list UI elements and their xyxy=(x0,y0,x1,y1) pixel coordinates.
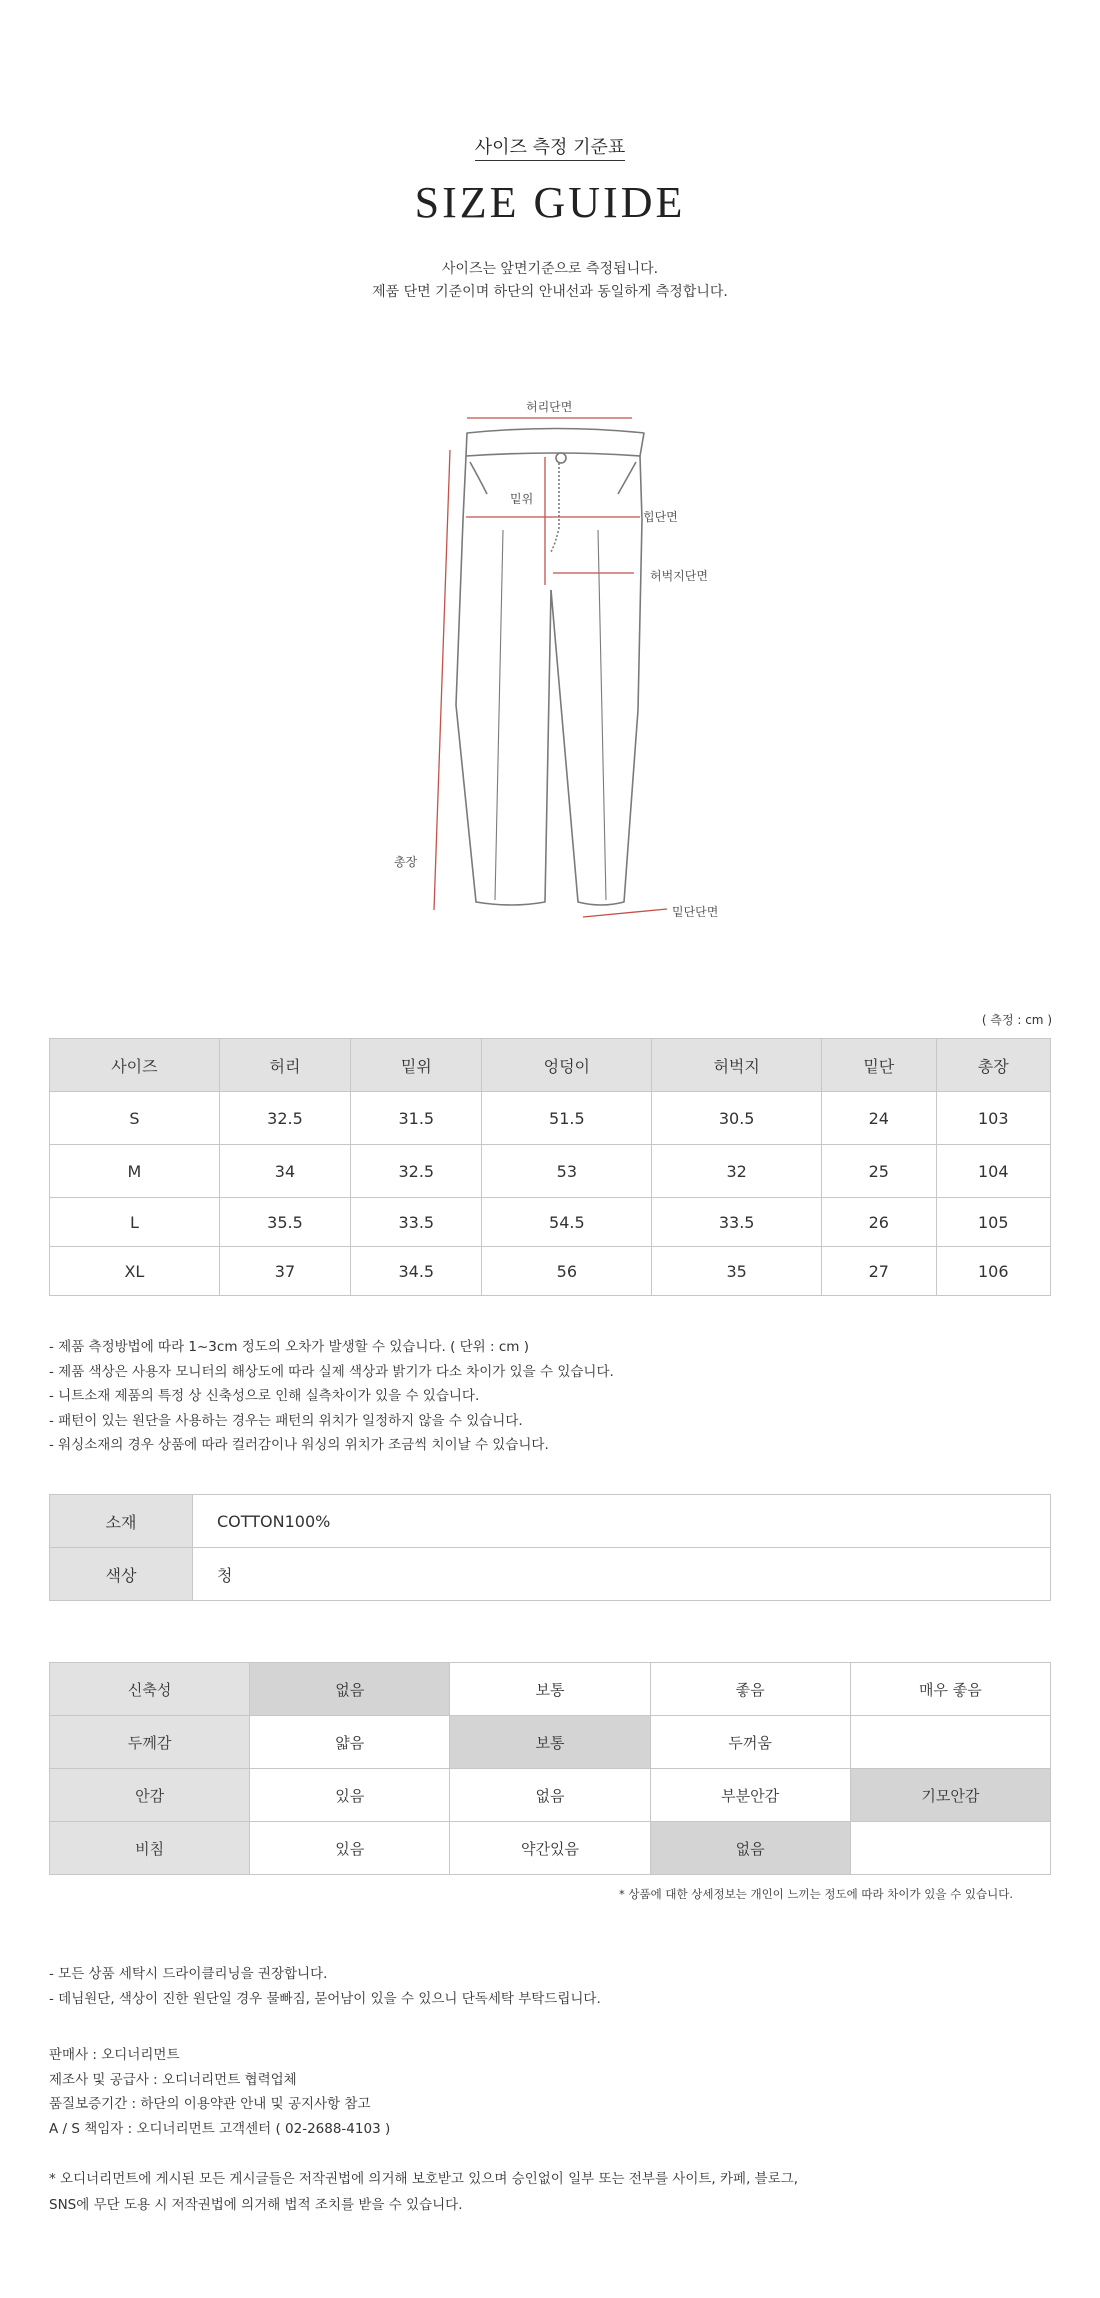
feature-option xyxy=(850,1716,1050,1769)
table-cell: 32.5 xyxy=(219,1092,350,1145)
care-line: - 모든 상품 세탁시 드라이클리닝을 권장합니다. xyxy=(49,1966,328,1982)
table-cell: 33.5 xyxy=(351,1198,482,1247)
seller-line: 판매사 : 오디너리먼트 xyxy=(49,2047,180,2063)
table-cell: 37 xyxy=(219,1247,350,1296)
thigh-label: 허벅지단면 xyxy=(650,569,708,583)
table-row xyxy=(50,1198,1051,1247)
table-cell: 106 xyxy=(936,1247,1050,1296)
seller-line: 품질보증기간 : 하단의 이용약관 안내 및 공지사항 참고 xyxy=(49,2096,371,2112)
pants-illustration xyxy=(0,380,1100,940)
feature-option-selected: 없음 xyxy=(650,1822,850,1875)
material-table xyxy=(49,1494,1051,1601)
table-cell: 34 xyxy=(219,1145,350,1198)
table-row xyxy=(50,1495,1051,1548)
material-value: COTTON100% xyxy=(193,1495,1051,1548)
rise-label: 밑위 xyxy=(510,492,534,506)
table-cell: 30.5 xyxy=(652,1092,822,1145)
table-cell: 53 xyxy=(482,1145,652,1198)
hem-label: 밑단단면 xyxy=(672,905,719,919)
hip-label: 힙단면 xyxy=(643,510,678,524)
table-cell: M xyxy=(50,1145,220,1198)
measurement-notes xyxy=(49,1335,614,1458)
material-label: 소재 xyxy=(50,1495,193,1548)
feature-option: 약간있음 xyxy=(450,1822,650,1875)
table-cell: 105 xyxy=(936,1198,1050,1247)
size-table-header xyxy=(50,1039,1051,1092)
feature-row-sheerness xyxy=(50,1822,1051,1875)
table-cell: 35.5 xyxy=(219,1198,350,1247)
table-cell: 104 xyxy=(936,1145,1050,1198)
note-line: - 니트소재 제품의 특정 상 신축성으로 인해 실측차이가 있을 수 있습니다. xyxy=(49,1388,480,1404)
table-cell: XL xyxy=(50,1247,220,1296)
table-row xyxy=(50,1548,1051,1601)
waist-label: 허리단면 xyxy=(526,400,573,414)
care-line: - 데님원단, 색상이 진한 원단일 경우 물빠짐, 묻어남이 있을 수 있으니 단독세탁 부탁드립니다. xyxy=(49,1990,601,2007)
table-cell: 35 xyxy=(652,1247,822,1296)
table-cell: 103 xyxy=(936,1092,1050,1145)
header-cell: 허벅지 xyxy=(652,1039,822,1092)
feature-label: 신축성 xyxy=(50,1663,250,1716)
note-line: - 워싱소재의 경우 상품에 따라 컬러감이나 워싱의 위치가 조금씩 치이날 수 있습니다. xyxy=(49,1437,549,1453)
header-cell: 밑단 xyxy=(822,1039,936,1092)
header-cell: 허리 xyxy=(219,1039,350,1092)
table-cell: 26 xyxy=(822,1198,936,1247)
table-cell: 31.5 xyxy=(351,1092,482,1145)
feature-option: 부분안감 xyxy=(650,1769,850,1822)
note-line: - 제품 색상은 사용자 모니터의 해상도에 따라 실제 색상과 밝기가 다소 차이가 있을 수 있습니다. xyxy=(49,1363,614,1380)
note-line: - 제품 측정방법에 따라 1~3cm 정도의 오차가 발생할 수 있습니다. ( 단위 : cm ) xyxy=(49,1339,529,1355)
table-cell: 32 xyxy=(652,1145,822,1198)
length-label: 총장 xyxy=(394,855,418,869)
intro-line: 사이즈는 앞면기준으로 측정됩니다. xyxy=(441,261,659,277)
care-instructions xyxy=(49,1962,601,2011)
note-line: - 패턴이 있는 원단을 사용하는 경우는 패턴의 위치가 일정하지 않을 수 있습니다. xyxy=(49,1412,523,1429)
table-row xyxy=(50,1247,1051,1296)
table-cell: 32.5 xyxy=(351,1145,482,1198)
feature-option-selected: 기모안감 xyxy=(850,1769,1050,1822)
feature-label: 안감 xyxy=(50,1769,250,1822)
size-table xyxy=(49,1038,1051,1296)
copyright-line: * 오디너리먼트에 게시된 모든 게시글들은 저작권법에 의거해 보호받고 있으며 승인없이 일부 또는 전부를 사이트, 카페, 블로그, xyxy=(49,2171,799,2187)
page-title: SIZE GUIDE xyxy=(414,178,686,227)
color-label: 색상 xyxy=(50,1548,193,1601)
feature-row-thickness xyxy=(50,1716,1051,1769)
feature-option: 있음 xyxy=(250,1822,450,1875)
intro-line: 제품 단면 기준이며 하단의 안내선과 동일하게 측정합니다. xyxy=(372,284,728,300)
table-cell: 24 xyxy=(822,1092,936,1145)
feature-row-lining xyxy=(50,1769,1051,1822)
seller-line: A / S 책임자 : 오디너리먼트 고객센터 ( 02-2688-4103 ) xyxy=(49,2120,391,2137)
feature-option: 있음 xyxy=(250,1769,450,1822)
feature-option-selected: 없음 xyxy=(250,1663,450,1716)
table-cell: 51.5 xyxy=(482,1092,652,1145)
table-cell: 54.5 xyxy=(482,1198,652,1247)
pants-measurement-diagram xyxy=(0,380,1100,940)
feature-option: 보통 xyxy=(450,1663,650,1716)
table-cell: S xyxy=(50,1092,220,1145)
header-cell: 사이즈 xyxy=(50,1039,220,1092)
table-cell: 33.5 xyxy=(652,1198,822,1247)
feature-option: 얇음 xyxy=(250,1716,450,1769)
table-cell: 34.5 xyxy=(351,1247,482,1296)
header-cell: 엉덩이 xyxy=(482,1039,652,1092)
color-value: 청 xyxy=(193,1548,1051,1601)
feature-label: 두께감 xyxy=(50,1716,250,1769)
table-cell: 56 xyxy=(482,1247,652,1296)
feature-note: * 상품에 대한 상세정보는 개인이 느끼는 정도에 따라 차이가 있을 수 있습니다. xyxy=(619,1887,1013,1901)
feature-option: 두꺼움 xyxy=(650,1716,850,1769)
title-korean: 사이즈 측정 기준표 xyxy=(0,133,1100,159)
intro-text xyxy=(0,258,1100,304)
copyright-notice xyxy=(49,2166,798,2218)
feature-option-selected: 보통 xyxy=(450,1716,650,1769)
feature-label: 비침 xyxy=(50,1822,250,1875)
seller-info xyxy=(49,2043,390,2141)
feature-option: 없음 xyxy=(450,1769,650,1822)
feature-row-stretch xyxy=(50,1663,1051,1716)
feature-option: 좋음 xyxy=(650,1663,850,1716)
table-cell: 25 xyxy=(822,1145,936,1198)
seller-line: 제조사 및 공급사 : 오디너리먼트 협력업체 xyxy=(49,2071,297,2088)
unit-note: ( 측정 : cm ) xyxy=(981,1013,1052,1027)
table-row xyxy=(50,1145,1051,1198)
feature-option: 매우 좋음 xyxy=(850,1663,1050,1716)
table-row xyxy=(50,1092,1051,1145)
header-cell: 밑위 xyxy=(351,1039,482,1092)
copyright-line: SNS에 무단 도용 시 저작권법에 의거해 법적 조치를 받을 수 있습니다. xyxy=(49,2197,463,2213)
feature-option xyxy=(850,1822,1050,1875)
feature-table xyxy=(49,1662,1051,1875)
table-cell: L xyxy=(50,1198,220,1247)
table-cell: 27 xyxy=(822,1247,936,1296)
header-cell: 총장 xyxy=(936,1039,1050,1092)
